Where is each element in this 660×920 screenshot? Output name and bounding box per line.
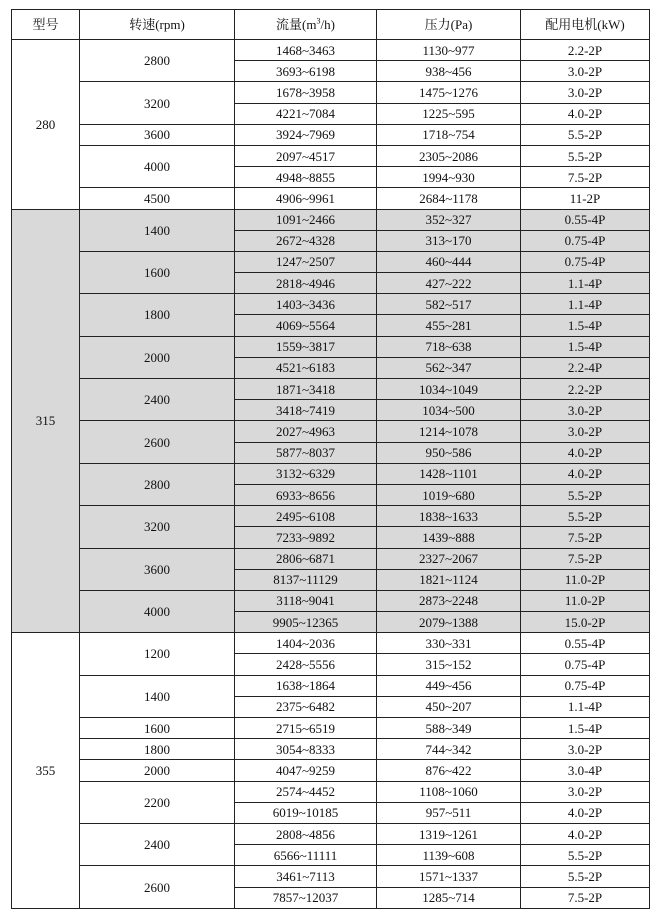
fan-performance-table-container — [11, 9, 650, 909]
motor-cell: 11.0-2P — [521, 590, 650, 611]
flow-cell: 1871~3418 — [235, 379, 377, 400]
header-pressure: 压力(Pa) — [377, 10, 521, 40]
table-row — [12, 251, 650, 272]
flow-cell: 1403~3436 — [235, 294, 377, 315]
pressure-cell: 950~586 — [377, 442, 521, 463]
flow-cell: 7233~9892 — [235, 527, 377, 548]
motor-cell: 1.1-4P — [521, 294, 650, 315]
pressure-cell: 1108~1060 — [377, 781, 521, 802]
pressure-cell: 352~327 — [377, 209, 521, 230]
pressure-cell: 427~222 — [377, 273, 521, 294]
pressure-cell: 1285~714 — [377, 887, 521, 908]
flow-cell: 3418~7419 — [235, 400, 377, 421]
flow-cell: 3054~8333 — [235, 739, 377, 760]
flow-cell: 3132~6329 — [235, 463, 377, 484]
flow-cell: 8137~11129 — [235, 569, 377, 590]
flow-cell: 6933~8656 — [235, 484, 377, 505]
table-row — [12, 506, 650, 527]
model-cell: 355 — [12, 633, 80, 908]
pressure-cell: 1718~754 — [377, 124, 521, 145]
pressure-cell: 1139~608 — [377, 845, 521, 866]
speed-cell: 1400 — [80, 209, 235, 251]
speed-cell: 1400 — [80, 675, 235, 717]
flow-cell: 1091~2466 — [235, 209, 377, 230]
pressure-cell: 1019~680 — [377, 484, 521, 505]
flow-cell: 2495~6108 — [235, 506, 377, 527]
motor-cell: 3.0-2P — [521, 82, 650, 103]
flow-cell: 1678~3958 — [235, 82, 377, 103]
speed-cell: 1800 — [80, 739, 235, 760]
header-model: 型号 — [12, 10, 80, 40]
pressure-cell: 330~331 — [377, 633, 521, 654]
flow-cell: 5877~8037 — [235, 442, 377, 463]
speed-cell: 2000 — [80, 336, 235, 378]
motor-cell: 0.75-4P — [521, 230, 650, 251]
motor-cell: 5.5-2P — [521, 866, 650, 887]
speed-cell: 3200 — [80, 506, 235, 548]
pressure-cell: 449~456 — [377, 675, 521, 696]
table-body — [12, 40, 650, 909]
table-row — [12, 421, 650, 442]
table-row — [12, 739, 650, 760]
motor-cell: 5.5-2P — [521, 484, 650, 505]
flow-cell: 4069~5564 — [235, 315, 377, 336]
pressure-cell: 1475~1276 — [377, 82, 521, 103]
pressure-cell: 1994~930 — [377, 167, 521, 188]
flow-cell: 1559~3817 — [235, 336, 377, 357]
motor-cell: 4.0-2P — [521, 802, 650, 823]
motor-cell: 4.0-2P — [521, 103, 650, 124]
table-row — [12, 463, 650, 484]
motor-cell: 5.5-2P — [521, 506, 650, 527]
table-row — [12, 40, 650, 61]
pressure-cell: 2327~2067 — [377, 548, 521, 569]
motor-cell: 0.75-4P — [521, 654, 650, 675]
model-cell: 280 — [12, 40, 80, 210]
motor-cell: 7.5-2P — [521, 887, 650, 908]
motor-cell: 3.0-2P — [521, 781, 650, 802]
motor-cell: 1.1-4P — [521, 273, 650, 294]
speed-cell: 2800 — [80, 40, 235, 82]
header-flow-sup: 3 — [316, 16, 321, 26]
header-flow — [235, 10, 377, 40]
speed-cell: 2600 — [80, 421, 235, 463]
flow-cell: 1468~3463 — [235, 40, 377, 61]
table-row — [12, 379, 650, 400]
motor-cell: 4.0-2P — [521, 823, 650, 844]
table-row — [12, 188, 650, 209]
model-cell: 315 — [12, 209, 80, 633]
speed-cell: 4000 — [80, 145, 235, 187]
motor-cell: 2.2-2P — [521, 40, 650, 61]
table-row — [12, 823, 650, 844]
motor-cell: 1.5-4P — [521, 718, 650, 739]
fan-performance-table — [11, 9, 650, 909]
header-flow-suffix: /h) — [320, 17, 335, 32]
flow-cell: 3693~6198 — [235, 61, 377, 82]
flow-cell: 4047~9259 — [235, 760, 377, 781]
flow-cell: 2428~5556 — [235, 654, 377, 675]
motor-cell: 1.5-4P — [521, 336, 650, 357]
header-row — [12, 10, 650, 40]
speed-cell: 4500 — [80, 188, 235, 209]
pressure-cell: 1821~1124 — [377, 569, 521, 590]
pressure-cell: 582~517 — [377, 294, 521, 315]
speed-cell: 2800 — [80, 463, 235, 505]
flow-cell: 7857~12037 — [235, 887, 377, 908]
pressure-cell: 1571~1337 — [377, 866, 521, 887]
pressure-cell: 2079~1388 — [377, 612, 521, 633]
motor-cell: 3.0-2P — [521, 61, 650, 82]
motor-cell: 7.5-2P — [521, 548, 650, 569]
motor-cell: 5.5-2P — [521, 124, 650, 145]
pressure-cell: 1428~1101 — [377, 463, 521, 484]
table-row — [12, 590, 650, 611]
speed-cell: 1600 — [80, 251, 235, 293]
speed-cell: 2000 — [80, 760, 235, 781]
flow-cell: 2574~4452 — [235, 781, 377, 802]
pressure-cell: 718~638 — [377, 336, 521, 357]
speed-cell: 3600 — [80, 124, 235, 145]
table-row — [12, 209, 650, 230]
speed-cell: 3600 — [80, 548, 235, 590]
table-row — [12, 294, 650, 315]
header-speed: 转速(rpm) — [80, 10, 235, 40]
motor-cell: 5.5-2P — [521, 845, 650, 866]
pressure-cell: 2873~2248 — [377, 590, 521, 611]
pressure-cell: 313~170 — [377, 230, 521, 251]
pressure-cell: 1034~500 — [377, 400, 521, 421]
pressure-cell: 455~281 — [377, 315, 521, 336]
motor-cell: 4.0-2P — [521, 442, 650, 463]
motor-cell: 0.75-4P — [521, 675, 650, 696]
speed-cell: 2400 — [80, 823, 235, 865]
speed-cell: 4000 — [80, 590, 235, 632]
speed-cell: 2600 — [80, 866, 235, 908]
flow-cell: 4948~8855 — [235, 167, 377, 188]
pressure-cell: 1439~888 — [377, 527, 521, 548]
pressure-cell: 1214~1078 — [377, 421, 521, 442]
motor-cell: 3.0-2P — [521, 739, 650, 760]
pressure-cell: 562~347 — [377, 357, 521, 378]
motor-cell: 15.0-2P — [521, 612, 650, 633]
flow-cell: 2806~6871 — [235, 548, 377, 569]
pressure-cell: 315~152 — [377, 654, 521, 675]
flow-cell: 6019~10185 — [235, 802, 377, 823]
motor-cell: 3.0-2P — [521, 421, 650, 442]
flow-cell: 4521~6183 — [235, 357, 377, 378]
flow-cell: 2027~4963 — [235, 421, 377, 442]
flow-cell: 3924~7969 — [235, 124, 377, 145]
flow-cell: 2818~4946 — [235, 273, 377, 294]
pressure-cell: 1225~595 — [377, 103, 521, 124]
table-row — [12, 145, 650, 166]
pressure-cell: 1319~1261 — [377, 823, 521, 844]
motor-cell: 3.0-4P — [521, 760, 650, 781]
table-row — [12, 675, 650, 696]
speed-cell: 2400 — [80, 379, 235, 421]
header-flow-prefix: 流量(m — [276, 17, 317, 32]
table-row — [12, 633, 650, 654]
pressure-cell: 1130~977 — [377, 40, 521, 61]
pressure-cell: 957~511 — [377, 802, 521, 823]
flow-cell: 2672~4328 — [235, 230, 377, 251]
flow-cell: 4906~9961 — [235, 188, 377, 209]
flow-cell: 3461~7113 — [235, 866, 377, 887]
motor-cell: 11.0-2P — [521, 569, 650, 590]
motor-cell: 2.2-4P — [521, 357, 650, 378]
table-row — [12, 781, 650, 802]
flow-cell: 6566~11111 — [235, 845, 377, 866]
flow-cell: 4221~7084 — [235, 103, 377, 124]
table-row — [12, 718, 650, 739]
speed-cell: 3200 — [80, 82, 235, 124]
speed-cell: 1800 — [80, 294, 235, 336]
table-row — [12, 336, 650, 357]
motor-cell: 11-2P — [521, 188, 650, 209]
flow-cell: 2808~4856 — [235, 823, 377, 844]
flow-cell: 2715~6519 — [235, 718, 377, 739]
pressure-cell: 938~456 — [377, 61, 521, 82]
flow-cell: 2375~6482 — [235, 696, 377, 717]
flow-cell: 1638~1864 — [235, 675, 377, 696]
flow-cell: 1404~2036 — [235, 633, 377, 654]
motor-cell: 7.5-2P — [521, 167, 650, 188]
pressure-cell: 588~349 — [377, 718, 521, 739]
table-row — [12, 548, 650, 569]
motor-cell: 5.5-2P — [521, 145, 650, 166]
motor-cell: 2.2-2P — [521, 379, 650, 400]
motor-cell: 0.55-4P — [521, 209, 650, 230]
motor-cell: 7.5-2P — [521, 527, 650, 548]
pressure-cell: 1838~1633 — [377, 506, 521, 527]
table-row — [12, 82, 650, 103]
pressure-cell: 460~444 — [377, 251, 521, 272]
motor-cell: 1.5-4P — [521, 315, 650, 336]
table-row — [12, 124, 650, 145]
pressure-cell: 2684~1178 — [377, 188, 521, 209]
speed-cell: 1600 — [80, 718, 235, 739]
header-motor: 配用电机(kW) — [521, 10, 650, 40]
flow-cell: 1247~2507 — [235, 251, 377, 272]
pressure-cell: 744~342 — [377, 739, 521, 760]
motor-cell: 3.0-2P — [521, 400, 650, 421]
motor-cell: 0.55-4P — [521, 633, 650, 654]
motor-cell: 1.1-4P — [521, 696, 650, 717]
table-row — [12, 866, 650, 887]
pressure-cell: 1034~1049 — [377, 379, 521, 400]
flow-cell: 3118~9041 — [235, 590, 377, 611]
flow-cell: 9905~12365 — [235, 612, 377, 633]
motor-cell: 0.75-4P — [521, 251, 650, 272]
speed-cell: 1200 — [80, 633, 235, 675]
speed-cell: 2200 — [80, 781, 235, 823]
motor-cell: 4.0-2P — [521, 463, 650, 484]
pressure-cell: 2305~2086 — [377, 145, 521, 166]
flow-cell: 2097~4517 — [235, 145, 377, 166]
pressure-cell: 450~207 — [377, 696, 521, 717]
table-row — [12, 760, 650, 781]
pressure-cell: 876~422 — [377, 760, 521, 781]
